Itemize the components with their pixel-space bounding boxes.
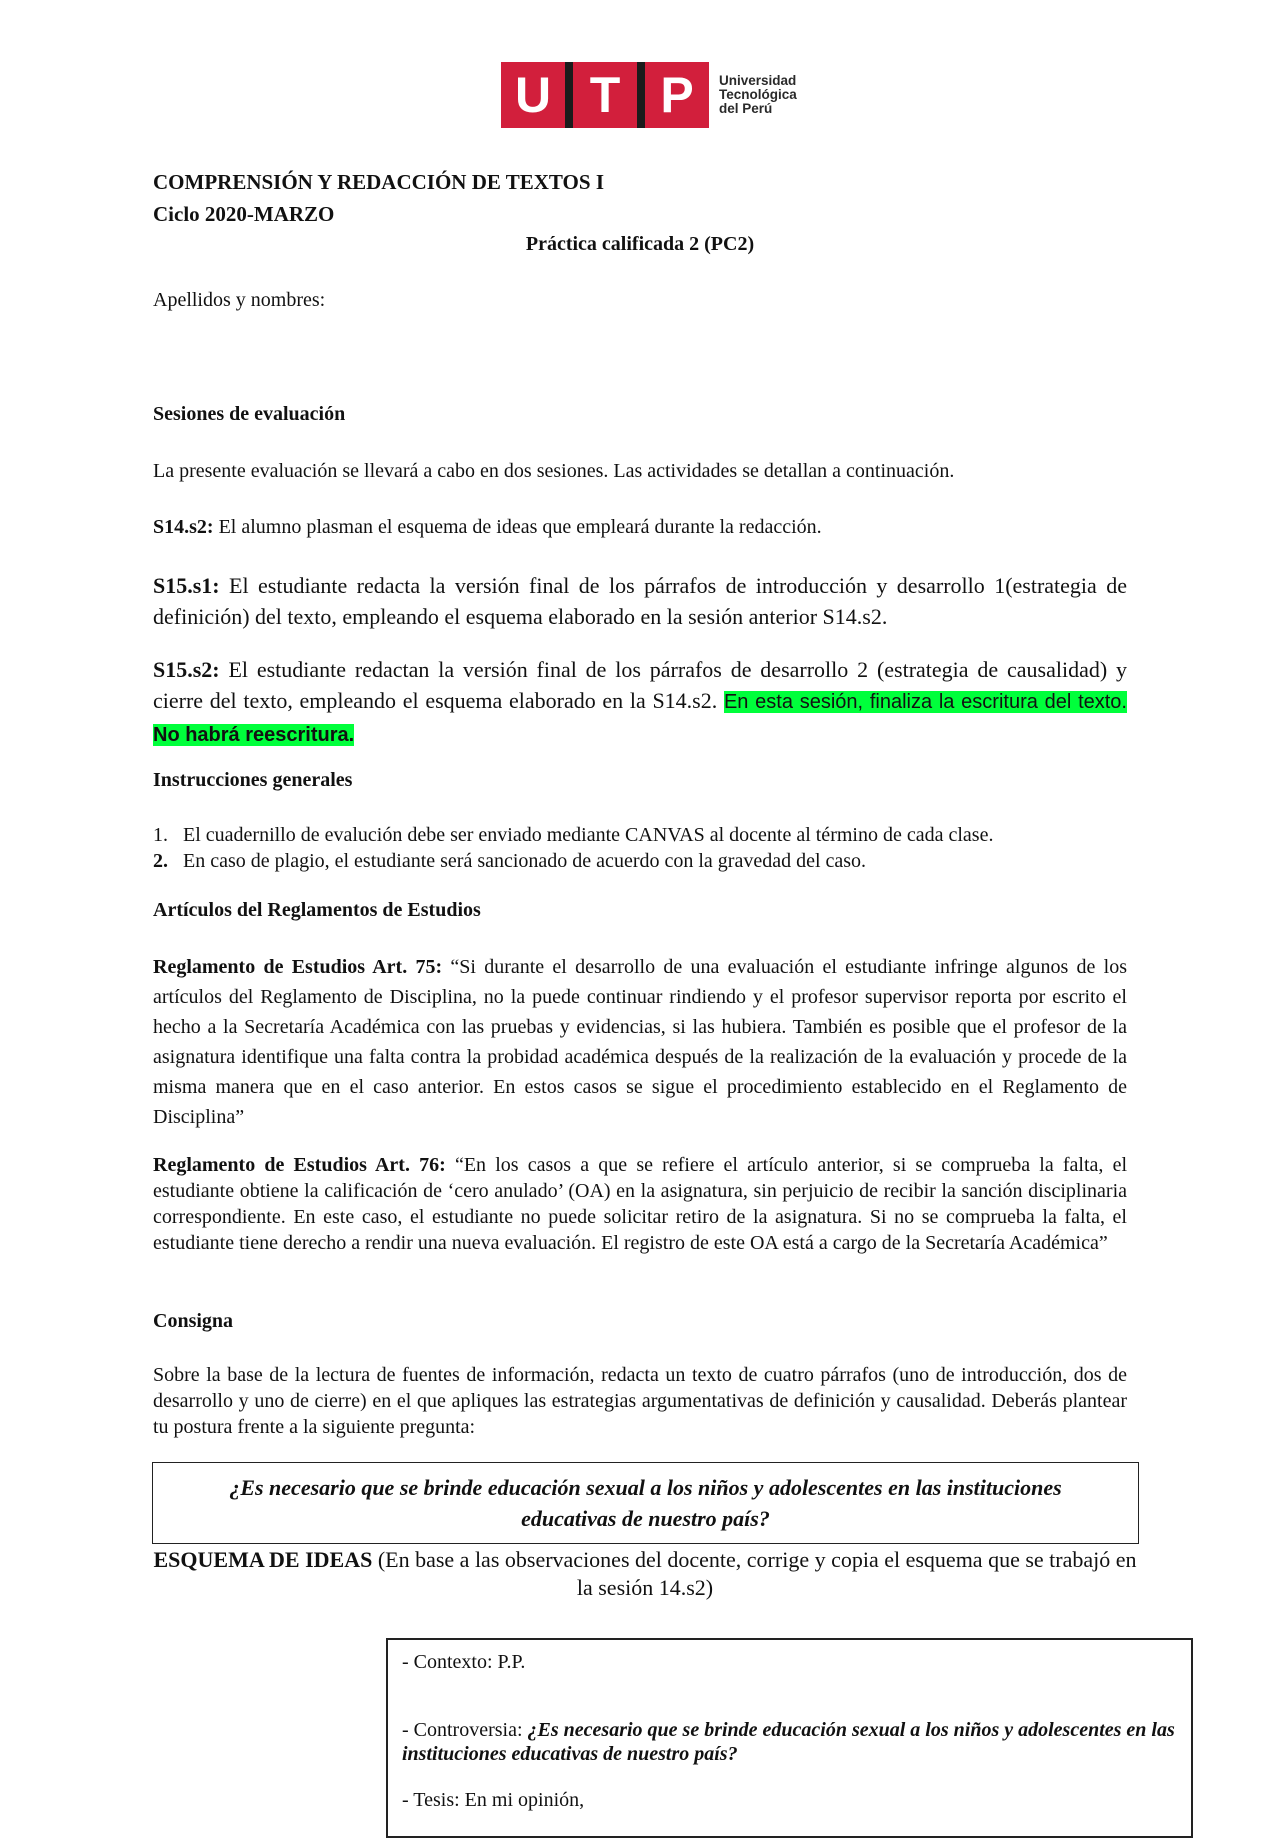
session-s15b-text: El estudiante redactan la versión final de los párrafos de desarrollo 2 (estrategia de causalidad) y cierre del texto, empleando el esquema elaborado en la S14.s2. <box>153 657 1127 713</box>
session-s14-label: S14.s2: <box>153 516 214 538</box>
logo-letter-u: U <box>501 62 565 128</box>
instructions-heading: Instrucciones generales <box>153 769 353 791</box>
esquema-spacer <box>402 1766 1177 1788</box>
name-field-label: Apellidos y nombres: <box>153 289 326 311</box>
article-76-text: “En los casos a que se refiere el artículo anterior, si se comprueba la falta, el estudiante obtiene la calificación de ‘cero anulado’ (OA) en la asignatura, sin perjuicio de recibir la sanción disciplinaria correspondiente. En este caso, el estudiante no puede solicitar retiro de la asignatura. Si no se comprueba la falta, el estudiante tiene derecho a rendir una nueva evaluación. El registro de este OA está a cargo de la Secretaría Académica” <box>153 1154 1128 1254</box>
utp-logo-mark <box>501 62 709 128</box>
article-75-label: Reglamento de Estudios Art. 75: <box>153 956 443 978</box>
logo-letter-t: T <box>573 62 637 128</box>
esquema-title <box>150 1546 1140 1602</box>
article-75-text: “Si durante el desarrollo de una evaluación el estudiante infringe algunos de los artículos del Reglamento de Disciplina, no la puede continuar rindiendo y el profesor supervisor reporta por escrito el hecho a la Secretaría Académica con las pruebas y evidencias, si las hubiera. También es posible que el profesor de la asignatura identifique una falta contra la probidad académica después de la realización de la evaluación y procede de la misma manera que en el caso anterior. En estos casos se sigue el procedimiento establecido en el Reglamento de Disciplina” <box>153 956 1127 1128</box>
consigna-text: Sobre la base de la lectura de fuentes de información, redacta un texto de cuatro párrafos (uno de introducción, dos de desarrollo y uno de cierre) en el que apliques las estrategias argumentativas de definición y causalidad. Deberás plantear tu postura frente a la siguiente pregunta: <box>153 1364 1127 1438</box>
instructions-list <box>153 822 993 874</box>
session-s15-s2 <box>153 654 1127 751</box>
articles-heading: Artículos del Reglamentos de Estudios <box>153 899 481 921</box>
logo-letter-p: P <box>645 62 709 128</box>
list-item <box>153 822 993 848</box>
esquema-controversy <box>402 1718 1177 1766</box>
list-item-number: 1. <box>153 824 168 846</box>
session-s15b-label: S15.s2: <box>153 657 220 682</box>
article-75 <box>153 952 1127 1132</box>
list-item-text: En caso de plagio, el estudiante será sancionado de acuerdo con la gravedad del caso. <box>183 850 867 872</box>
highlighted-note-bold: No habrá reescritura. <box>153 724 355 746</box>
sessions-intro: La presente evaluación se llevará a cabo en dos sesiones. Las actividades se detallan a continuación. <box>153 460 955 482</box>
controversy-label: - Controversia: <box>402 1719 528 1741</box>
esquema-title-bold: ESQUEMA DE IDEAS <box>153 1547 373 1572</box>
article-76 <box>153 1152 1127 1256</box>
logo-separator <box>637 62 645 128</box>
course-cycle: Ciclo 2020-MARZO <box>153 202 335 226</box>
controversy-question: ¿Es necesario que se brinde educación sexual a los niños y adolescentes en las instituciones educativas de nuestro país? <box>402 1719 1175 1765</box>
article-76-label: Reglamento de Estudios Art. 76: <box>153 1154 446 1176</box>
highlighted-note: En esta sesión, finaliza la escritura del texto. <box>723 691 1127 713</box>
session-s15a-label: S15.s1: <box>153 573 220 598</box>
question-text: ¿Es necesario que se brinde educación sexual a los niños y adolescentes en las instituciones educativas de nuestro país? <box>229 1475 1062 1531</box>
logo-separator <box>565 62 573 128</box>
list-item-number: 2. <box>153 850 168 872</box>
logo-line-1: Universidad <box>719 73 797 88</box>
logo-line-3: del Perú <box>719 101 773 116</box>
session-s15-s1 <box>153 570 1127 632</box>
course-title: COMPRENSIÓN Y REDACCIÓN DE TEXTOS I <box>153 170 604 194</box>
session-s14-s2 <box>153 516 822 539</box>
session-s15a-text: El estudiante redacta la versión final de los párrafos de introducción y desarrollo 1(estrategia de definición) del texto, empleando el esquema elaborado en la sesión anterior S14.s2. <box>153 573 1127 629</box>
esquema-context: - Contexto: P.P. <box>402 1651 526 1673</box>
utp-logo <box>501 62 797 128</box>
exam-title: Práctica calificada 2 (PC2) <box>525 233 755 255</box>
list-item-text: El cuadernillo de evalución debe ser enviado mediante CANVAS al docente al término de cada clase. <box>183 824 994 846</box>
esquema-box[interactable] <box>386 1638 1193 1838</box>
esquema-spacer <box>402 1674 1177 1718</box>
list-item <box>153 848 993 874</box>
logo-line-2: Tecnológica <box>719 87 797 102</box>
esquema-title-rest: (En base a las observaciones del docente, corrige y copia el esquema que se trabajó en la sesión 14.s2) <box>372 1547 1137 1600</box>
question-box <box>152 1462 1139 1544</box>
logo-wordmark <box>719 74 797 116</box>
esquema-thesis: - Tesis: En mi opinión, <box>402 1789 585 1811</box>
consigna-heading: Consigna <box>153 1310 234 1332</box>
sessions-heading: Sesiones de evaluación <box>153 403 346 425</box>
session-s14-text: El alumno plasman el esquema de ideas que empleará durante la redacción. <box>213 516 822 538</box>
